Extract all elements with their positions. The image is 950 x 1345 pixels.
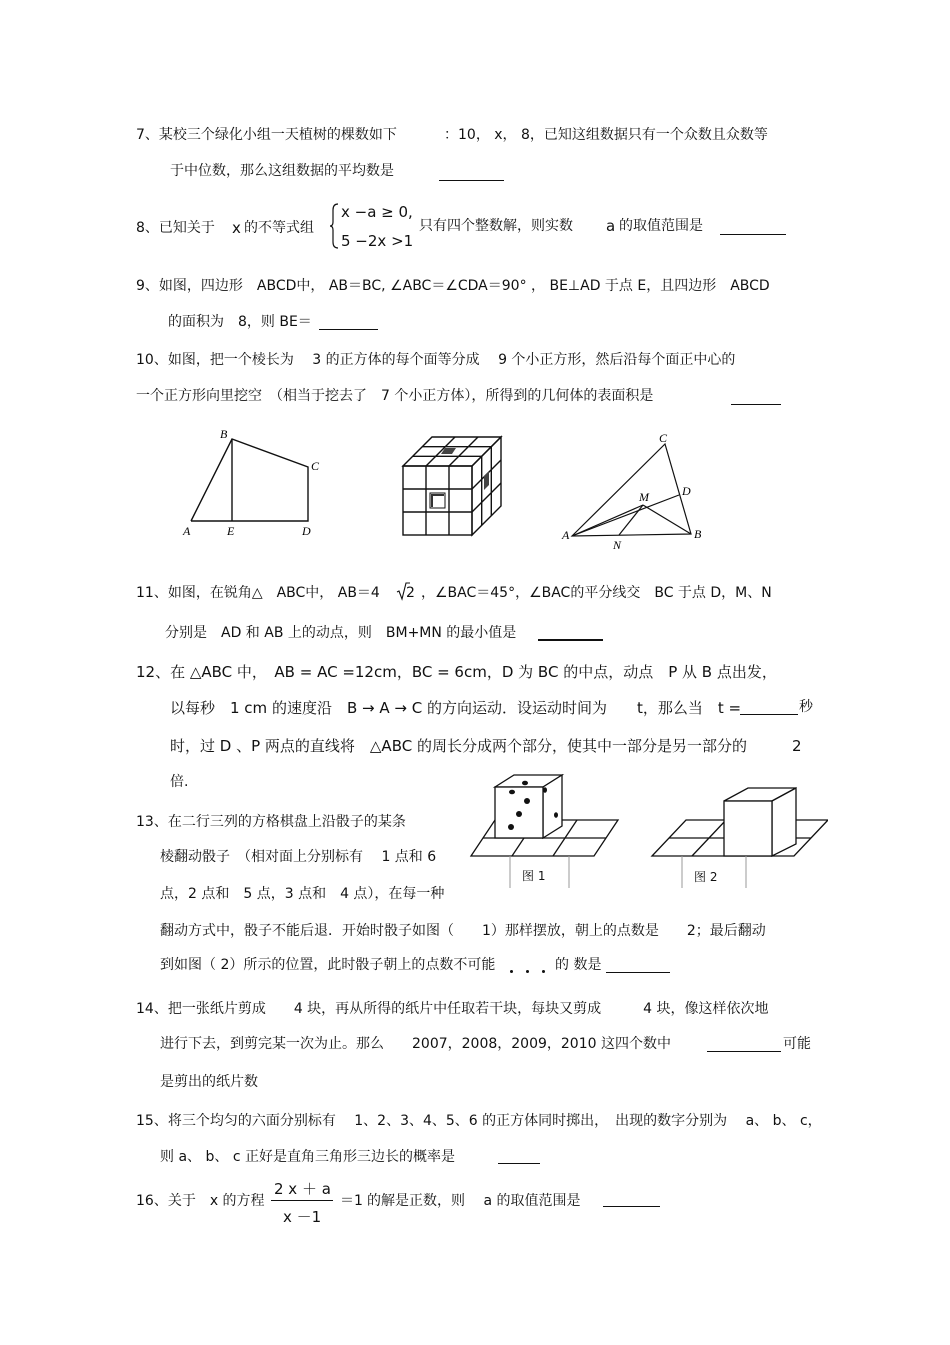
fig1-label-e: E [227, 524, 235, 538]
fig3-label-n: N [613, 538, 622, 552]
q14-line2: 进行下去，到剪完某一次为止。那么 2007，2008，2009，2010 这四个数中 [160, 1036, 671, 1052]
q16-prefix: 16、关于 x 的方程 [136, 1193, 265, 1209]
q12-line4: 倍. [170, 774, 189, 790]
q13-line4: 翻动方式中，骰子不能后退．开始时骰子如图（ 1）那样摆放，朝上的点数是 2；最后翻动 [160, 923, 766, 939]
q8-suffix: 只有四个整数解，则实数 [419, 218, 573, 234]
q8-inequality-2: 5 −2x >1 [341, 232, 414, 250]
q14-line3: 是剪出的纸片数 [160, 1074, 258, 1090]
figure-hollow-cube [398, 432, 506, 540]
fig1-label-d: D [302, 524, 311, 538]
q10-line1: 10、如图，把一个棱长为 3 的正方体的每个面等分成 9 个小正方形，然后沿每个面正中心的 [136, 352, 736, 368]
q16-numerator: 2 x ＋ a [274, 1180, 331, 1198]
q8-brace [330, 202, 340, 250]
q8-end: 的取值范围是 [619, 218, 703, 234]
q12-line1: 12、在 △ABC 中， AB = AC =12cm，BC = 6cm，D 为 BC 的中点，动点 P 从 B 点出发， [136, 663, 777, 681]
q8-inequality-1: x −a ≥ 0, [341, 203, 413, 221]
q15-answer-blank [498, 1163, 540, 1164]
q15-line2: 则 a、 b、 c 正好是直角三角形三边长的概率是 [160, 1149, 455, 1165]
q12-line3: 时，过 D 、P 两点的直线将 △ABC 的周长分成两个部分，使其中一部分是另一部分的 2 [170, 737, 802, 755]
fig3-label-b: B [694, 527, 702, 541]
q14-answer-blank [707, 1051, 781, 1052]
q16-answer-blank [603, 1206, 660, 1207]
fig1-label-c: C [311, 459, 320, 473]
q13-line5-end: 的 数是 [555, 957, 602, 973]
q8-answer-blank [720, 234, 786, 235]
q7-line1: 7、某校三个绿化小组一天植树的棵数如下 [136, 127, 397, 143]
q10-line2: 一个正方形向里挖空 （相当于挖去了 7 个小正方体），所得到的几何体的表面积是 [136, 388, 654, 404]
q16-equals: ＝1 [340, 1193, 363, 1209]
q9-line2: 的面积为 8，则 BE＝ [168, 314, 312, 330]
q8-var-a: a [606, 217, 616, 235]
q13-answer-blank [606, 972, 670, 973]
q9-line1: 9、如图，四边形 ABCD中， AB＝BC, ∠ABC＝∠CDA＝90° ， BE⊥AD 于点 E，且四边形 ABCD [136, 278, 770, 294]
q8-mid: 的不等式组 [244, 220, 314, 236]
q8-var-x: x [232, 219, 241, 237]
figure-triangle [555, 428, 715, 553]
q7-line1-data: ：10， x， 8，已知这组数据只有一个众数且众数等 [444, 127, 768, 143]
q8-prefix: 8、已知关于 [136, 220, 215, 236]
q7-answer-blank [439, 180, 504, 181]
q12-line2-end: 秒 [799, 699, 813, 715]
fig3-label-c: C [659, 431, 668, 445]
fig1-label-b: B [220, 427, 228, 441]
q11-answer-blank [538, 639, 603, 641]
figure-2-caption: 图 2 [694, 870, 718, 884]
q13-line1: 13、在二行三列的方格棋盘上沿骰子的某条 [136, 814, 406, 830]
figure-quadrilateral [175, 425, 335, 540]
emphasis-dots [510, 970, 550, 974]
q11-line1-start: 11、如图，在锐角△ ABC中， AB＝4 [136, 585, 380, 601]
q11-sqrt-value: 2 [406, 585, 415, 601]
fig3-label-m: M [639, 490, 649, 504]
q11-line2: 分别是 AD 和 AB 上的动点，则 BM+MN 的最小值是 [165, 625, 517, 641]
q13-line2: 棱翻动骰子 （相对面上分别标有 1 点和 6 [160, 849, 437, 865]
q9-answer-blank [319, 329, 378, 330]
q10-answer-blank [731, 404, 781, 405]
q11-line1-end: ，∠BAC＝45°，∠BAC的平分线交 BC 于点 D，M、N [421, 585, 772, 601]
figure-dice-boards [466, 770, 828, 890]
q14-line1: 14、把一张纸片剪成 4 块，再从所得的纸片中任取若干块，每块又剪成 4 块，像这样依次地 [136, 1001, 769, 1017]
fig1-label-a: A [183, 524, 191, 538]
q16-suffix: 的解是正数，则 a 的取值范围是 [367, 1193, 581, 1209]
q16-denominator: x －1 [283, 1208, 322, 1226]
q13-line3: 点，2 点和 5 点，3 点和 4 点），在每一种 [160, 886, 445, 902]
q12-line2: 以每秒 1 cm 的速度沿 B → A → C 的方向运动．设运动时间为 t，那么当 t = [170, 699, 742, 717]
figure-1-caption: 图 1 [522, 869, 546, 883]
q14-line2-end: 可能 [783, 1036, 811, 1052]
fig3-label-a: A [562, 528, 570, 542]
fraction-bar [271, 1200, 333, 1201]
q7-line2: 于中位数，那么这组数据的平均数是 [170, 163, 394, 179]
q13-line5-start: 到如图（ 2）所示的位置，此时骰子朝上的点数不可能 [160, 957, 496, 973]
q15-line1: 15、将三个均匀的六面分别标有 1、2、3、4、5、6 的正方体同时掷出， 出现的数字分别为 a、 b、 c， [136, 1113, 822, 1129]
q12-answer-blank [740, 714, 798, 715]
fig3-label-d: D [682, 484, 691, 498]
